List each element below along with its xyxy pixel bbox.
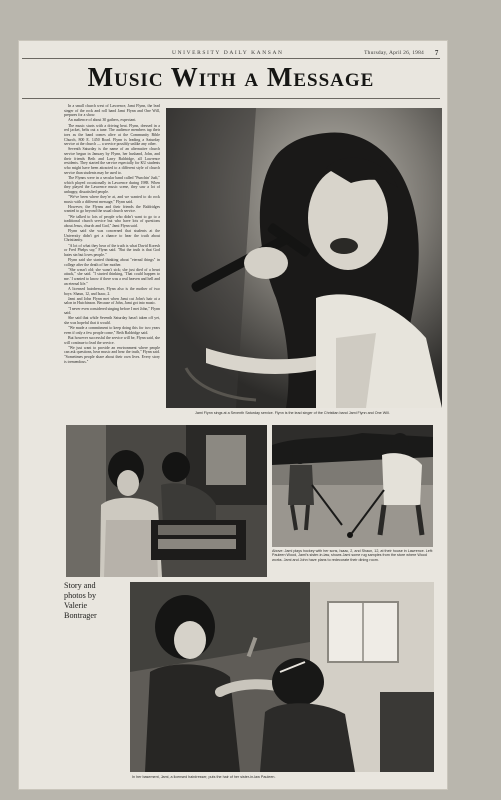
article-paragraph: She said that while Seventh Saturday hasn't taken off yet, she was hopeful that it would. — [64, 316, 160, 326]
article-paragraph: An audience of about 30 gathers, expectant. — [68, 118, 137, 123]
article-paragraph: Flynn said she was concerned that students at the University didn't get a chance to hear the truth about Christianity. — [64, 229, 160, 243]
article-paragraph: "We've been where they're at, and we wanted to do rock music with a different message," Flynn said. — [64, 194, 160, 204]
photo-rug-samples — [66, 425, 267, 577]
main-photo-caption: Jami Flynn sings at a Seventh Saturday service. Flynn is the lead singer of the Christian band Jami Flynn and One Will. — [195, 411, 390, 415]
issue-date: Thursday, April 26, 1984 — [364, 50, 424, 56]
credit-line-1: Story and — [64, 581, 96, 590]
article-paragraph: "We just want to provide an environment where people can ask questions, hear music and hear the truth," Flynn said. "Sometimes people share about their own lives. Every story is tremendous." — [64, 345, 160, 364]
credit-line-2: photos by — [64, 591, 97, 600]
article-paragraph: "A lot of what they hear of the truth is what David Koresh or Fred Phelps say," Flynn said. "But the truth is that God hates sin but loves people." — [64, 243, 160, 257]
article-paragraph: The music starts with a driving beat. Flynn, dressed in a red jacket, belts out a tune. The audience members tap their toes as the band comes alive at the Community Bible Church, 800 E. 1450 Road. Flynn is leading a Saturday service at the church — a service possibly unlike any other. — [64, 123, 160, 147]
article-paragraph: In a small church west of Lawrence, Jami Flynn, the lead singer of the rock and roll band Jami Flynn and One Will, prepares for a show. — [64, 104, 160, 118]
main-photo-singer — [166, 108, 442, 408]
haircut-photo-caption: In her basement, Jami, a licensed hairdresser, puts the hair of her sister-in-law Pauleen. — [132, 775, 276, 779]
article-paragraph: "We made a commitment to keep doing this for two years even if only a few people come," Beth Baldridge said. — [64, 326, 160, 335]
article-paragraph: Jami and John Flynn met when Jami cut John's hair at a salon in Hutchinson. Because of John, Jami got into music. — [64, 296, 160, 306]
article-paragraph: However, the Flynns and their friends the Baldridges wanted to go beyond the usual church service. — [64, 204, 160, 214]
article-paragraph: Seventh Saturday is the name of an alternative church service begun in January by Flynn, her husband, John, and their friends Beth and Larry Baldridge, all Lawrence residents. They started the service especially for KU students who might have been attracted to a different style of church service than students may be used to. — [64, 147, 160, 175]
article-paragraph: The Flynns were in a secular band called "Punchin' Judi," which played occasionally in Lawrence during 1988. When they played the Lawrence music scene, they saw a lot of unhappy, dissatisfied people. — [64, 175, 160, 194]
credit-line-4: Bontrager — [64, 611, 97, 620]
publication-name: UNIVERSITY DAILY KANSAN — [172, 50, 284, 56]
article-paragraph: "We talked to lots of people who didn't want to go to a traditional church service but who have lots of questions about Jesus, church and God," Jami Flynn said. — [64, 214, 160, 228]
hockey-photo-caption: Above: Jami plays hockey with her sons, Isaac, 2, and Shaun, 12, at their house in Lawrence. Left: Pauleen Wood, Jami's sister-in-law, shows Jami some rug samples from the store where Wood works. Jami and John have plans to redecorate their dining room. — [272, 549, 433, 562]
photo-hockey — [272, 425, 433, 547]
article-paragraph: But however successful the service will be, Flynn said, she will continue to lead the service. — [64, 336, 160, 345]
article-paragraph: Flynn said she started thinking about "eternal things" in college after the death of her mother. — [64, 258, 160, 267]
article-body — [64, 104, 160, 424]
headline-rule — [22, 98, 440, 99]
credit-line-3: Valerie — [64, 601, 88, 610]
article-paragraph: "I never even considered singing before I met John," Flynn said. — [64, 306, 160, 316]
photo-haircut — [130, 582, 434, 772]
headline: Music With a Message — [87, 62, 375, 92]
story-credit — [64, 581, 124, 633]
article-paragraph: A licensed hairdresser, Flynn also is the mother of two boys: Shaun, 12, and Isaac, 2. — [64, 286, 160, 296]
article-paragraph: "She wasn't old; she wasn't sick; she just died of a heart attack," she said. "I started thinking, 'That could happen to me.' I wanted to know if there was a real heaven and hell and an eternal life." — [64, 267, 160, 286]
page-number: 7 — [434, 49, 440, 57]
masthead-rule — [22, 58, 440, 59]
